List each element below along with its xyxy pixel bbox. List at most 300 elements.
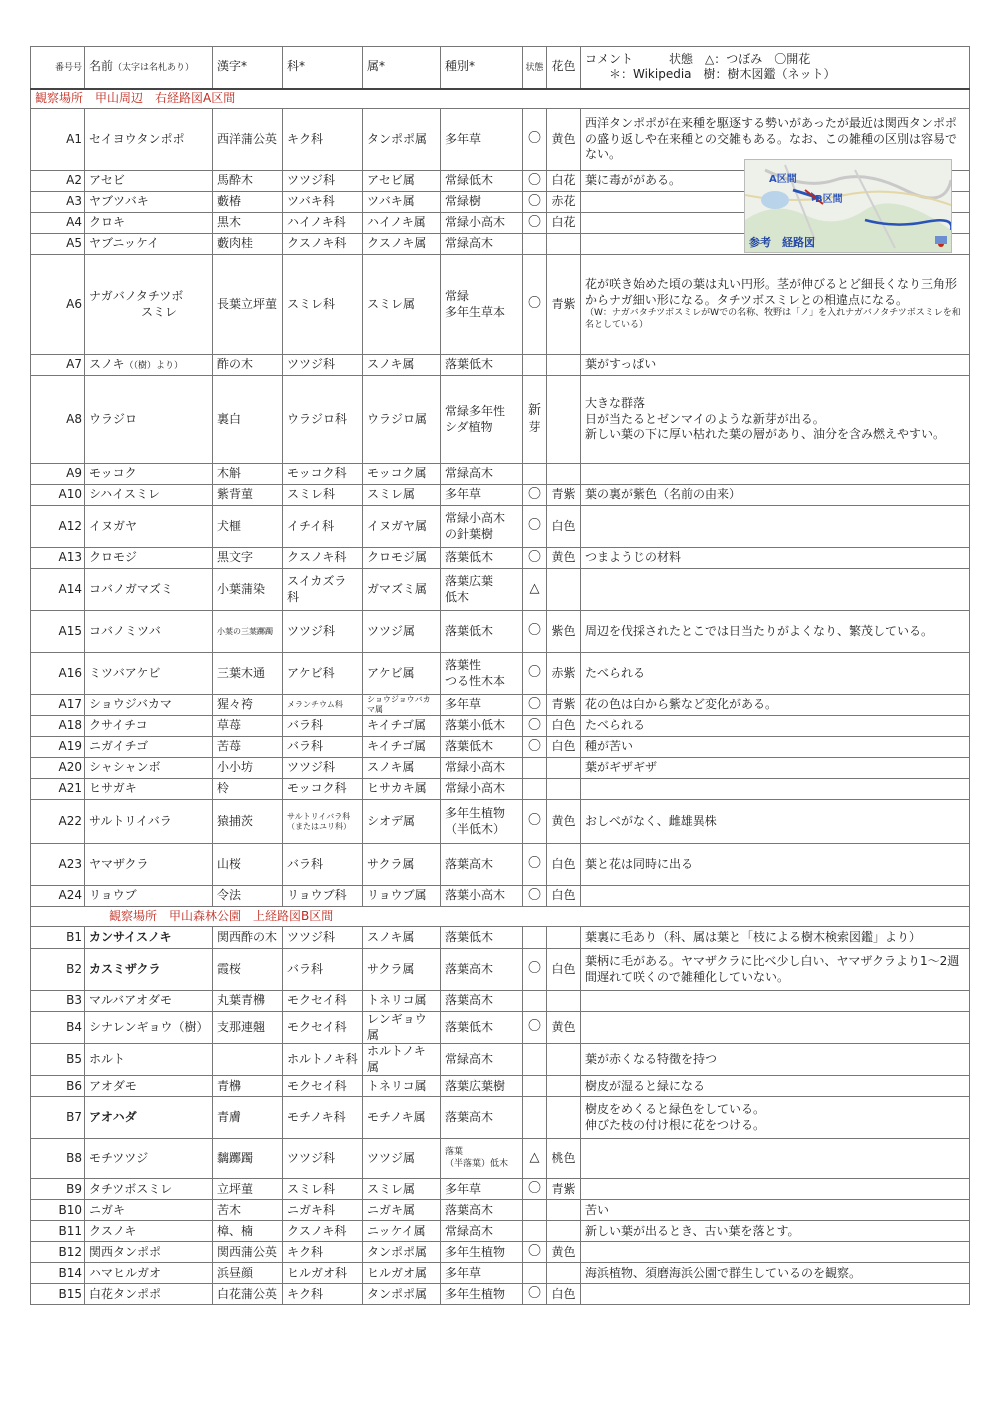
cell-flower-color	[547, 844, 581, 886]
cell-genus-text: ヒサカキ属	[367, 781, 427, 796]
cell-kanji-text: 藪椿	[217, 194, 242, 209]
cell-kanji-text: 関西酢の木	[217, 929, 278, 944]
cell-family-text: モッコク科	[287, 466, 347, 481]
cell-no	[31, 1044, 85, 1076]
cell-kanji	[213, 464, 283, 485]
cell-state	[523, 758, 547, 779]
cell-state-text: 〇	[527, 696, 541, 712]
cell-state-text: 〇	[527, 296, 541, 312]
cell-comment-text: 周辺を伐採されたとこでは日当たりがよくなり、繁茂している。	[585, 623, 934, 638]
cell-comment-text: 葉裏に毛あり（科、属は葉と「枝による樹木検索図鑑」より）	[585, 929, 922, 944]
cell-family	[283, 464, 363, 485]
cell-kanji	[213, 886, 283, 907]
cell-type-text: 常緑	[445, 288, 470, 303]
cell-comment	[581, 548, 970, 569]
cell-flower-color	[547, 192, 581, 213]
cell-name-text: ニガイチゴ	[89, 739, 149, 754]
cell-flower-color-text: 紫色	[551, 623, 576, 638]
table-row	[31, 949, 970, 991]
cell-kanji-text: 小葉蒲染	[217, 581, 266, 596]
cell-family-text: ウラジロ科	[287, 411, 348, 426]
cell-comment	[581, 1221, 970, 1242]
cell-name-text: ヒサガキ	[89, 781, 137, 796]
cell-family-text: バラ科	[287, 739, 324, 754]
cell-family	[283, 716, 363, 737]
cell-state-text: △	[529, 581, 540, 597]
cell-comment-text: 新しい葉の下に厚い枯れた葉の層があり、油分を含み燃えやすい。	[585, 427, 946, 442]
cell-type	[441, 1284, 523, 1305]
section-b-heading-row	[31, 907, 970, 927]
cell-kanji	[213, 1263, 283, 1284]
cell-family	[283, 991, 363, 1012]
cell-no-text: B4	[66, 1019, 82, 1034]
cell-comment	[581, 737, 970, 758]
cell-state	[523, 376, 547, 464]
cell-name	[85, 569, 213, 611]
table-row	[31, 737, 970, 758]
cell-name	[85, 464, 213, 485]
cell-no	[31, 548, 85, 569]
cell-genus	[363, 1044, 441, 1076]
cell-type-text: 落葉高木	[445, 1110, 494, 1125]
cell-family-text: ツツジ科	[287, 929, 336, 944]
cell-family	[283, 1139, 363, 1179]
cell-family-text: アケビ科	[287, 665, 335, 680]
cell-state	[523, 1076, 547, 1097]
cell-name-text: ナガバノタチツボ	[89, 288, 184, 303]
cell-no	[31, 464, 85, 485]
cell-name	[85, 1179, 213, 1200]
cell-kanji-text: 小葉の三葉躑躅	[217, 626, 273, 636]
cell-family-text: ツツジ科	[287, 760, 336, 775]
cell-name-text: スノキ	[89, 357, 125, 372]
cell-name-text: マルバアオダモ	[89, 993, 173, 1008]
cell-state-text: 〇	[527, 486, 541, 502]
cell-kanji	[213, 737, 283, 758]
cell-state-text: 〇	[527, 856, 541, 872]
cell-genus-text: ニガキ属	[367, 1202, 416, 1217]
cell-comment	[581, 1179, 970, 1200]
cell-name	[85, 192, 213, 213]
cell-comment	[581, 1242, 970, 1263]
cell-kanji-text: 苦苺	[217, 739, 242, 754]
cell-comment-text: 葉が赤くなる特徴を持つ	[585, 1051, 718, 1066]
cell-family	[283, 1012, 363, 1044]
table-row	[31, 376, 970, 464]
cell-family-text: モクセイ科	[287, 1078, 347, 1093]
cell-type	[441, 1221, 523, 1242]
cell-state-text: 新	[527, 403, 541, 419]
cell-genus	[363, 1284, 441, 1305]
cell-genus-text: アセビ属	[367, 173, 415, 188]
cell-state-text: 〇	[527, 665, 541, 681]
cell-name-text: ミツバアケビ	[89, 665, 161, 680]
cell-kanji	[213, 991, 283, 1012]
cell-no-text: A8	[66, 411, 82, 426]
cell-type	[441, 1012, 523, 1044]
cell-no	[31, 611, 85, 653]
table-row	[31, 1284, 970, 1305]
cell-family-text: ツツジ科	[287, 623, 336, 638]
cell-family	[283, 1179, 363, 1200]
cell-no	[31, 109, 85, 171]
cell-state	[523, 716, 547, 737]
cell-type	[441, 695, 523, 716]
cell-flower-color-text: 白色	[551, 961, 576, 976]
cell-type-text: 多年草	[445, 1265, 482, 1280]
cell-genus-text: サクラ属	[367, 961, 415, 976]
cell-name-text: モッコク	[89, 466, 137, 481]
cell-name-text: クサイチコ	[89, 718, 148, 733]
cell-genus-text: クロモジ属	[367, 550, 428, 565]
cell-name-note: （（樹）より）	[124, 361, 184, 372]
cell-comment-text: 葉と花は同時に出る	[585, 856, 694, 871]
cell-genus	[363, 569, 441, 611]
cell-genus-text: ハイノキ属	[367, 215, 426, 230]
cell-comment	[581, 886, 970, 907]
cell-type-text: 落葉低木	[445, 1019, 494, 1034]
cell-comment-text: 樹皮をめくると緑色をしている。	[585, 1102, 766, 1117]
cell-no	[31, 192, 85, 213]
cell-kanji	[213, 255, 283, 355]
cell-state	[523, 192, 547, 213]
cell-state	[523, 213, 547, 234]
cell-kanji	[213, 800, 283, 844]
cell-flower-color	[547, 611, 581, 653]
cell-comment-text: （W：ナガバタチツボスミレがWでの名称、牧野は「ノ」を入れナガバノタチツボスミレを和名としている）	[585, 308, 961, 331]
cell-family-text: キク科	[287, 131, 324, 146]
header-family: 科*	[283, 47, 363, 89]
cell-no	[31, 1200, 85, 1221]
cell-family	[283, 171, 363, 192]
cell-type-text: 多年生植物	[445, 1244, 506, 1259]
cell-type-text: 落葉低木	[445, 550, 494, 565]
cell-no-text: A17	[58, 697, 82, 712]
cell-family	[283, 213, 363, 234]
cell-type-text: 常緑小高木	[445, 781, 506, 796]
cell-family	[283, 355, 363, 376]
cell-family	[283, 1044, 363, 1076]
cell-type-text: つる性木本	[445, 673, 506, 688]
cell-type-text: 常緑高木	[445, 1051, 494, 1066]
cell-comment	[581, 255, 970, 355]
cell-flower-color-text: 白色	[551, 888, 576, 903]
cell-type-text: 落葉性	[445, 657, 482, 672]
cell-kanji-text: 青膚	[217, 1110, 242, 1125]
cell-no	[31, 1221, 85, 1242]
cell-no-text: B3	[66, 993, 82, 1008]
header-name: 名前（太字は名札あり）	[85, 47, 213, 89]
cell-type-text: 落葉小高木	[445, 888, 506, 903]
cell-no	[31, 506, 85, 548]
cell-state	[523, 1200, 547, 1221]
cell-state	[523, 695, 547, 716]
cell-comment-text: 葉がギザギザ	[585, 760, 658, 775]
cell-no-text: A3	[66, 194, 82, 209]
cell-family-text: スミレ科	[287, 296, 336, 311]
cell-no-text: A22	[58, 813, 82, 828]
cell-kanji	[213, 844, 283, 886]
cell-genus-text: スミレ属	[367, 487, 416, 502]
cell-flower-color	[547, 1076, 581, 1097]
cell-genus-text: タンポポ属	[367, 1244, 428, 1259]
cell-genus	[363, 716, 441, 737]
cell-genus-text: ツバキ属	[367, 194, 415, 209]
header-flower-color: 花色	[547, 47, 581, 89]
cell-name	[85, 1044, 213, 1076]
cell-type	[441, 464, 523, 485]
cell-family-text: モッコク科	[287, 781, 347, 796]
cell-family-text: クスノキ科	[287, 236, 347, 251]
table-row	[31, 886, 970, 907]
cell-state-text: 〇	[527, 1285, 541, 1301]
cell-name	[85, 695, 213, 716]
cell-name	[85, 213, 213, 234]
cell-name	[85, 1263, 213, 1284]
cell-genus	[363, 611, 441, 653]
cell-state	[523, 991, 547, 1012]
cell-type	[441, 234, 523, 255]
cell-no-text: B12	[58, 1244, 82, 1259]
cell-flower-color	[547, 758, 581, 779]
cell-state	[523, 1284, 547, 1305]
cell-type-text: 多年草	[445, 487, 482, 502]
cell-kanji-text: 西洋蒲公英	[217, 131, 278, 146]
cell-flower-color	[547, 1012, 581, 1044]
table-row	[31, 548, 970, 569]
cell-no-text: A20	[58, 760, 82, 775]
cell-genus-text: トネリコ属	[367, 1078, 427, 1093]
cell-flower-color-text: 黄色	[551, 131, 576, 146]
cell-family	[283, 1200, 363, 1221]
cell-name	[85, 1097, 213, 1139]
cell-name	[85, 844, 213, 886]
cell-comment	[581, 844, 970, 886]
cell-state	[523, 1139, 547, 1179]
cell-flower-color-text: 赤花	[551, 194, 576, 209]
cell-name	[85, 355, 213, 376]
cell-comment-text: 葉に毒ががある。	[585, 173, 682, 188]
cell-family-text: サルトリイバラ科	[287, 811, 351, 821]
cell-no-text: A12	[58, 518, 82, 533]
cell-genus	[363, 927, 441, 949]
cell-name	[85, 1284, 213, 1305]
cell-no-text: A14	[58, 581, 82, 596]
table-row	[31, 716, 970, 737]
cell-comment-text: たべられる	[585, 665, 646, 680]
header-state: 状態	[523, 47, 547, 89]
table-row	[31, 1097, 970, 1139]
cell-name-text: ウラジロ	[89, 411, 138, 426]
cell-state-text: 〇	[527, 214, 541, 230]
cell-comment	[581, 716, 970, 737]
cell-type	[441, 109, 523, 171]
cell-family-text: スイカズラ科	[287, 573, 347, 604]
cell-flower-color-text: 白色	[551, 739, 576, 754]
cell-comment	[581, 1284, 970, 1305]
cell-family-text: キク科	[287, 1244, 324, 1259]
cell-comment-text: 苦い	[585, 1202, 610, 1217]
cell-name-text: ホルト	[89, 1051, 126, 1066]
cell-type-text: 落葉低木	[445, 929, 494, 944]
cell-no-text: A5	[66, 236, 82, 251]
table-row	[31, 1221, 970, 1242]
cell-name-text: ヤブツバキ	[89, 194, 149, 209]
table-row	[31, 1200, 970, 1221]
map-caption: 参考 経路図	[749, 236, 815, 249]
cell-flower-color	[547, 569, 581, 611]
cell-comment-text: 樹皮が湿ると緑になる	[585, 1078, 706, 1093]
cell-kanji	[213, 1139, 283, 1179]
cell-name	[85, 800, 213, 844]
table-row	[31, 1076, 970, 1097]
header-no: 番号号	[31, 47, 85, 89]
cell-name	[85, 758, 213, 779]
section-a-heading: 観察場所 甲山周辺 右経路図A区間	[31, 89, 970, 109]
cell-name-text: カンサイスノキ	[89, 929, 172, 944]
cell-genus-text: モッコク属	[367, 466, 427, 481]
cell-genus	[363, 192, 441, 213]
cell-comment	[581, 464, 970, 485]
cell-flower-color	[547, 234, 581, 255]
cell-kanji	[213, 1284, 283, 1305]
cell-name-text: ヤブニッケイ	[89, 236, 160, 251]
cell-family-text: キク科	[287, 1286, 324, 1301]
cell-kanji	[213, 779, 283, 800]
cell-comment	[581, 569, 970, 611]
cell-genus-text: シオデ属	[367, 813, 416, 828]
cell-comment-text: 葉がすっぱい	[585, 357, 657, 372]
cell-genus	[363, 695, 441, 716]
cell-type	[441, 737, 523, 758]
cell-name-text: ニガキ	[89, 1202, 126, 1217]
cell-type-text: （半落葉）低木	[445, 1158, 509, 1169]
table-row	[31, 506, 970, 548]
cell-type-text: 落葉高木	[445, 856, 494, 871]
cell-comment	[581, 1139, 970, 1179]
cell-state	[523, 255, 547, 355]
cell-comment	[581, 927, 970, 949]
cell-flower-color	[547, 1179, 581, 1200]
cell-state-text: 〇	[527, 518, 541, 534]
cell-no	[31, 1284, 85, 1305]
table-row	[31, 927, 970, 949]
cell-kanji	[213, 1221, 283, 1242]
cell-state	[523, 506, 547, 548]
cell-genus	[363, 213, 441, 234]
cell-state-text: 〇	[527, 887, 541, 903]
cell-flower-color	[547, 213, 581, 234]
cell-comment	[581, 506, 970, 548]
cell-name	[85, 1139, 213, 1179]
cell-kanji	[213, 1097, 283, 1139]
cell-family	[283, 779, 363, 800]
cell-kanji-text: 三葉木通	[217, 665, 266, 680]
cell-no	[31, 1263, 85, 1284]
cell-family	[283, 653, 363, 695]
cell-kanji-text: 柃	[217, 781, 230, 796]
cell-kanji-text: 白花蒲公英	[217, 1286, 278, 1301]
header-kanji: 漢字*	[213, 47, 283, 89]
table-row	[31, 800, 970, 844]
cell-flower-color	[547, 927, 581, 949]
cell-family-text: イチイ科	[287, 518, 335, 533]
cell-kanji	[213, 569, 283, 611]
cell-name	[85, 109, 213, 171]
cell-name-text: モチツツジ	[89, 1151, 149, 1166]
cell-no	[31, 1139, 85, 1179]
table-row	[31, 464, 970, 485]
cell-genus-text: スノキ属	[367, 760, 415, 775]
cell-name	[85, 991, 213, 1012]
cell-kanji	[213, 716, 283, 737]
header-row	[31, 47, 970, 89]
cell-family-text: バラ科	[287, 856, 324, 871]
cell-no-text: A2	[66, 173, 82, 188]
cell-genus	[363, 548, 441, 569]
table-row	[31, 695, 970, 716]
cell-kanji	[213, 949, 283, 991]
cell-family-text: モクセイ科	[287, 1019, 347, 1034]
cell-genus	[363, 844, 441, 886]
cell-genus-text: ヒルガオ属	[367, 1265, 428, 1280]
cell-no-text: B9	[66, 1181, 82, 1196]
cell-flower-color	[547, 506, 581, 548]
cell-no	[31, 886, 85, 907]
cell-family	[283, 800, 363, 844]
cell-flower-color	[547, 255, 581, 355]
cell-flower-color	[547, 1242, 581, 1263]
cell-name	[85, 506, 213, 548]
cell-type	[441, 844, 523, 886]
table-row	[31, 1012, 970, 1044]
cell-name-text: イヌガヤ	[89, 518, 138, 533]
cell-comment	[581, 611, 970, 653]
table-row	[31, 758, 970, 779]
cell-genus-text: スミレ属	[367, 296, 416, 311]
cell-state	[523, 171, 547, 192]
cell-flower-color	[547, 716, 581, 737]
section-b-body	[31, 907, 970, 1305]
cell-kanji	[213, 234, 283, 255]
table-row	[31, 255, 970, 355]
cell-type	[441, 611, 523, 653]
cell-flower-color	[547, 1221, 581, 1242]
cell-type-text: 常緑小高木	[445, 510, 506, 525]
cell-genus-text: アケビ属	[367, 665, 415, 680]
cell-no-text: A4	[66, 215, 82, 230]
cell-name-text: 白花タンポポ	[89, 1286, 162, 1301]
cell-type-text: 常緑樹	[445, 194, 482, 209]
cell-flower-color	[547, 485, 581, 506]
cell-no	[31, 653, 85, 695]
cell-type-text: （半低木）	[445, 821, 506, 836]
cell-no	[31, 1179, 85, 1200]
cell-kanji	[213, 1076, 283, 1097]
cell-kanji-text: 黐躑躅	[217, 1151, 254, 1166]
cell-state	[523, 886, 547, 907]
cell-no-text: A1	[66, 131, 82, 146]
cell-name	[85, 376, 213, 464]
cell-type	[441, 506, 523, 548]
table-row	[31, 844, 970, 886]
map-label-b: B区間	[815, 194, 843, 205]
cell-genus	[363, 506, 441, 548]
table-row	[31, 1044, 970, 1076]
cell-no	[31, 569, 85, 611]
cell-type	[441, 758, 523, 779]
cell-flower-color	[547, 695, 581, 716]
